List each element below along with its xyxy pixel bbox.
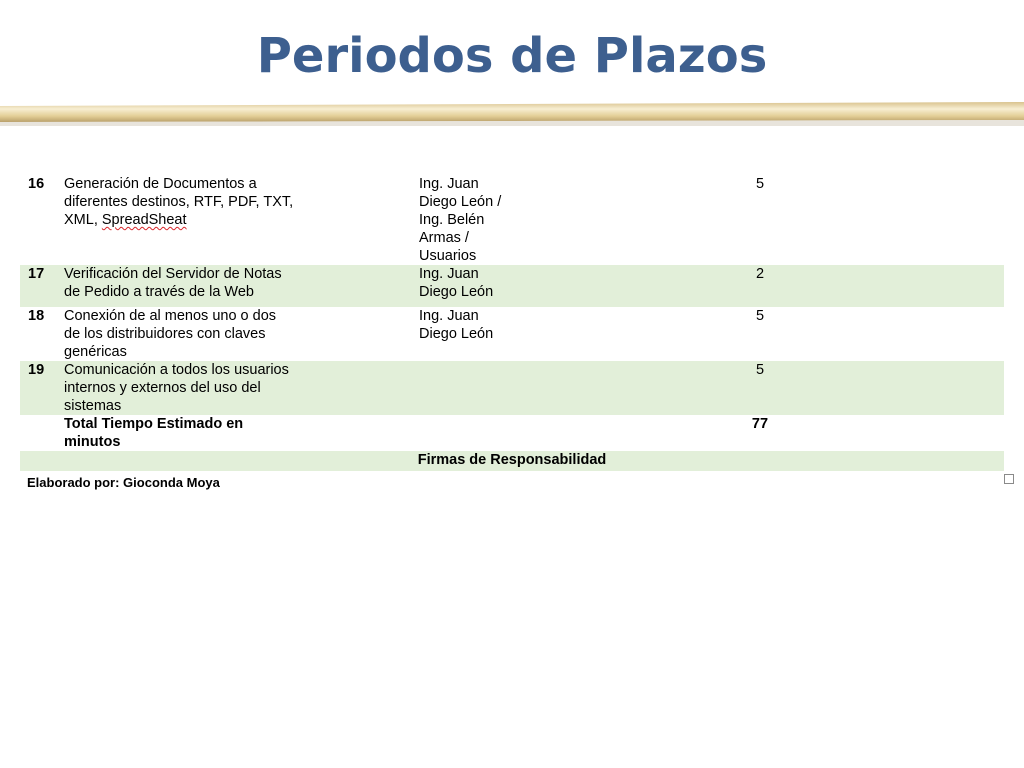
signatures-label: Firmas de Responsabilidad bbox=[20, 451, 1004, 471]
table-row bbox=[20, 307, 1004, 361]
tasks-table bbox=[20, 175, 1004, 471]
total-value: 77 bbox=[751, 416, 769, 432]
task-description: Conexión de al menos uno o dos de los distribuidores con claves genéricas bbox=[64, 308, 277, 360]
task-description: Comunicación a todos los usuarios internos y externos del uso del sistemas bbox=[64, 361, 320, 415]
task-responsible: Ing. Juan Diego León bbox=[419, 265, 529, 307]
task-minutes: 2 bbox=[529, 265, 769, 307]
task-number: 16 bbox=[28, 176, 45, 192]
total-row bbox=[20, 415, 1004, 451]
task-number: 17 bbox=[20, 265, 64, 307]
task-minutes: 5 bbox=[755, 308, 765, 324]
task-number: 18 bbox=[28, 308, 45, 324]
task-description: Verificación del Servidor de Notas de Pedido a través de la Web bbox=[64, 265, 320, 307]
total-label: Total Tiempo Estimado en minutos bbox=[64, 416, 244, 450]
decorative-divider-bar bbox=[0, 102, 1024, 128]
signatures-row bbox=[20, 451, 1004, 471]
task-responsible: Ing. Juan Diego León / Ing. Belén Armas / Usuarios bbox=[419, 176, 502, 264]
table-row bbox=[20, 361, 1004, 415]
task-minutes: 5 bbox=[529, 361, 769, 415]
task-responsible bbox=[419, 361, 529, 415]
table-row bbox=[20, 175, 1004, 265]
task-number: 19 bbox=[20, 361, 64, 415]
table-row bbox=[20, 265, 1004, 307]
resize-handle[interactable] bbox=[1004, 474, 1014, 484]
task-responsible: Ing. Juan Diego León bbox=[419, 308, 494, 342]
page-title: Periodos de Plazos bbox=[256, 28, 768, 84]
elaborated-by: Elaborado por: Gioconda Moya bbox=[27, 475, 220, 490]
misspelled-word: SpreadSheat bbox=[101, 212, 187, 228]
task-description: Generación de Documentos a diferentes destinos, RTF, PDF, TXT, XML, SpreadSheat bbox=[64, 176, 294, 228]
task-minutes: 5 bbox=[755, 176, 765, 192]
